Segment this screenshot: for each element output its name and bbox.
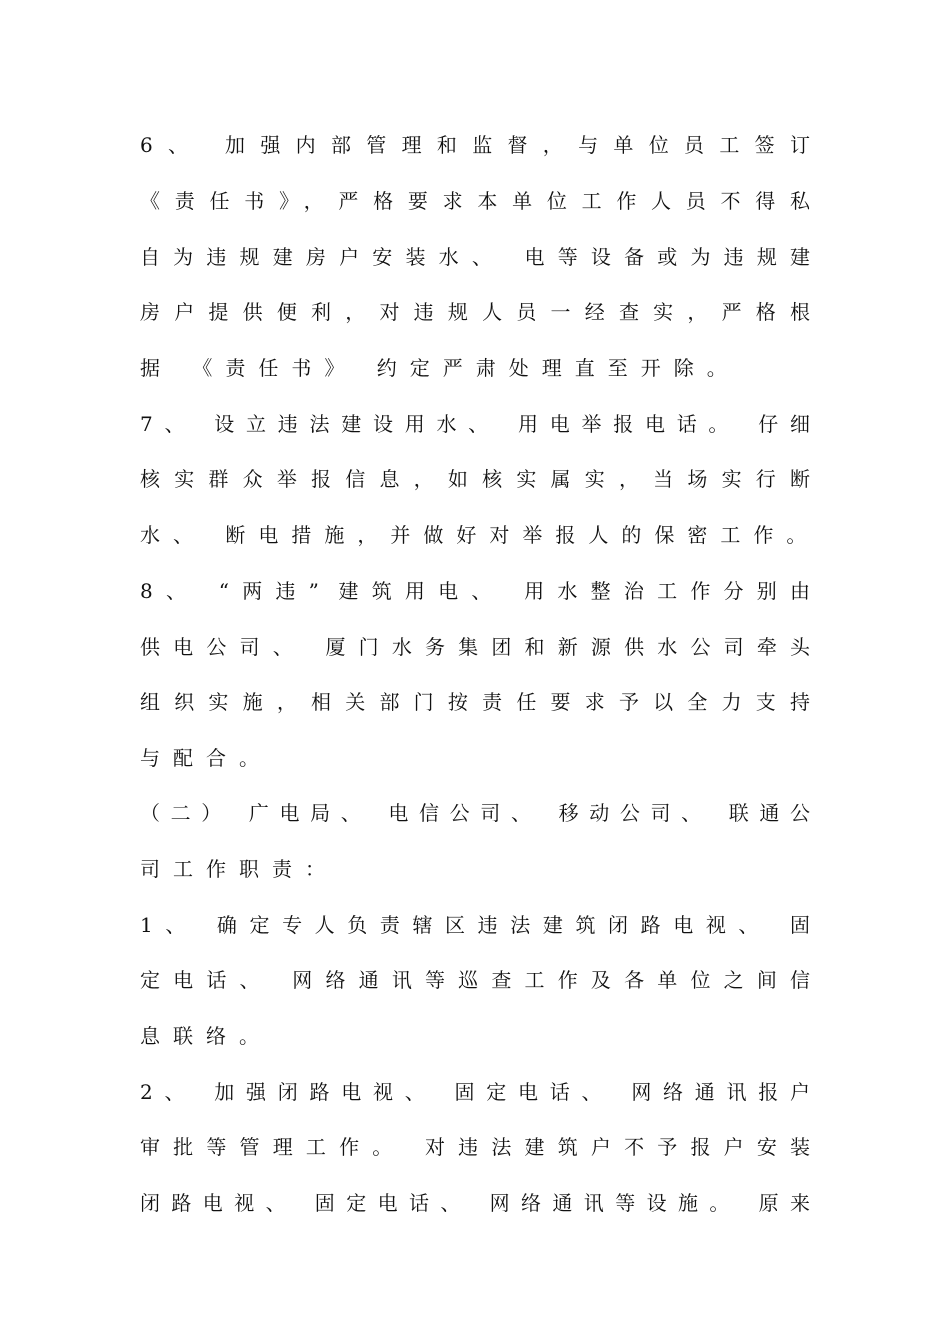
text-line: 房户提供便利，对违规人员一经查实，严格根 [140,300,810,324]
text-line: 审批等管理工作。 对违法建筑户不予报户安装 [140,1135,810,1159]
text-line: 1、 确定专人负责辖区违法建筑闭路电视、 固 [140,913,810,937]
text-line: （二） 广电局、 电信公司、 移动公司、 联通公 [140,801,810,825]
text-line: 定电话、 网络通讯等巡查工作及各单位之间信 [140,968,810,992]
text-line: 《责任书》，严格要求本单位工作人员不得私 [140,189,810,213]
text-line: 与配合。 [140,746,272,770]
text-line: 闭路电视、 固定电话、 网络通讯等设施。 原来 [140,1191,810,1215]
text-line: 核实群众举报信息，如核实属实，当场实行断 [140,467,810,491]
text-line: 8、 “两违” 建筑用电、 用水整治工作分别由 [140,579,810,603]
text-line: 据 《责任书》 约定严肃处理直至开除。 [140,356,740,380]
text-line: 6、 加强内部管理和监督，与单位员工签订 [140,133,810,157]
text-line: 自为违规建房户安装水、 电等设备或为违规建 [140,245,810,269]
text-line: 2、 加强闭路电视、 固定电话、 网络通讯报户 [140,1080,810,1104]
text-line: 水、 断电措施，并做好对举报人的保密工作。 [140,523,820,547]
text-line: 组织实施，相关部门按责任要求予以全力支持 [140,690,810,714]
text-line: 司工作职责： [140,857,338,881]
text-line: 供电公司、 厦门水务集团和新源供水公司牵头 [140,635,810,659]
text-line: 息联络。 [140,1024,272,1048]
text-line: 7、 设立违法建设用水、 用电举报电话。 仔细 [140,412,810,436]
